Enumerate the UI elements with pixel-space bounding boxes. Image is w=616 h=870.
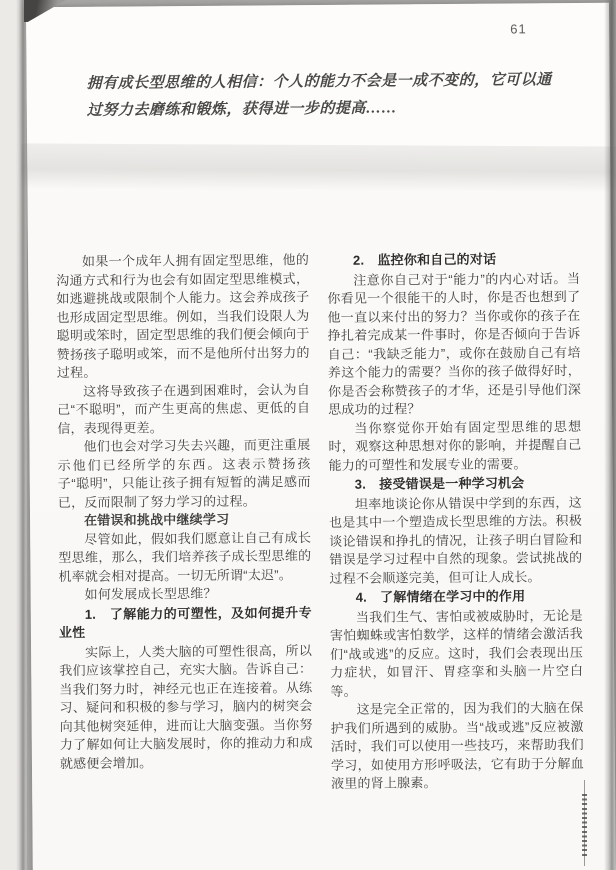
paragraph: 实际上，人类大脑的可塑性很高，所以我们应该掌控自己，充实大脑。告诉自己：当我们努力时，神经元也正在连接着。从练习、疑问和积极的参与学习，脑内的树突会向其他树突延伸，进而让大脑变强。当你努力了解如何让大脑发展时，你的推动力和成就感便会增加。 (59, 642, 313, 771)
page-right-edge-shadow (604, 0, 616, 870)
book-gutter-edge (0, 0, 27, 870)
two-column-body (56, 249, 584, 796)
left-column (56, 251, 313, 795)
paragraph: 他们也会对学习失去兴趣，而更注重展示他们已经所学的东西。这表示赞扬孩子“聪明”，只能让孩子拥有短暂的满足感而已，反而限制了努力学习的过程。 (57, 437, 311, 510)
paragraph: 尽管如此，假如我们愿意让自己有成长型思维，那么，我们培养孩子成长型思维的机率就会相对提高。一切无所谓“太迟”。 (58, 529, 312, 584)
paragraph: 这将导致孩子在遇到困难时，会认为自己“不聪明”，而产生更高的焦虑、更低的自信，表现得更差。 (57, 381, 311, 436)
paragraph: 当你察觉你开始有固定型思维的思想时，观察这种思想对你的影响，并提醒自己能力的可塑性和发展专业的需要。 (328, 418, 582, 473)
page-paper (26, 3, 616, 870)
numbered-heading-3: 3. 接受错误是一种学习机会 (354, 475, 525, 492)
paragraph: 如果一个成年人拥有固定型思维，他的沟通方式和行为也会有如固定型思维模式，如逃避挑战或限制个人能力。这会养成孩子也形成固定型思维。例如，当我们设限人为聪明或笨时，固定型思维的我们便会倾向于赞扬孩子聪明或笨，而不是他所付出努力的过程。 (56, 252, 310, 381)
fore-edge-print-marks (582, 794, 587, 858)
right-column (327, 249, 584, 793)
chapter-quote: 拥有成长型思维的人相信：个人的能力不会是一成不变的，它可以通过努力去磨练和锻炼，获得进一步的提高…… (86, 72, 552, 119)
numbered-heading-2: 2. 监控你和自己的对话 (352, 251, 497, 268)
numbered-heading-1: 1. 了解能力的可塑性，及如何提升专业性 (58, 604, 312, 641)
page-crease-shadow (21, 143, 616, 192)
paragraph: 当我们生气、害怕或被威胁时，无论是害怕蜘蛛或害怕数学，这样的情绪会激活我们“战或逃”的反应。这时，我们会表现出压力症状，如冒汗、胃痉挛和头脑一片空白等。 (329, 607, 584, 699)
numbered-heading-4: 4. 了解情绪在学习中的作用 (355, 588, 526, 605)
paragraph: 坦率地谈论你从错误中学到的东西，这也是其中一个塑造成长型思维的方法。积极谈论错误和挣扎的情况，让孩子明白冒险和错误是学习过程中自然的现象。尝试挑战的过程不会顺遂完美，但可让人成长。 (329, 494, 583, 586)
paragraph: 这是完全正常的，因为我们的大脑在保护我们所遇到的威胁。当“战或逃”反应被激活时，我们可以使用一些技巧，来帮助我们学习，如使用方形呼吸法，它有助于分解血液里的肾上腺素。 (330, 699, 585, 791)
paragraph: 注意你自己对于“能力”的内心对话。当你看见一个很能干的人时，你是否也想到了他一直以来付出的努力？当你或你的孩子在挣扎着完成某一件事时，你是否倾向于告诉自己：“我缺乏能力”，或你在鼓励自己有培养这个能力的需要？当你的孩子做得好时，你是否会称赞孩子的才华，还是引导他们深思成功的过程？ (327, 270, 582, 417)
page-number: 61 (510, 21, 527, 37)
section-heading: 在错误和挑战中继续学习 (83, 511, 230, 528)
paragraph: 如何发展成长型思维？ (84, 585, 217, 602)
